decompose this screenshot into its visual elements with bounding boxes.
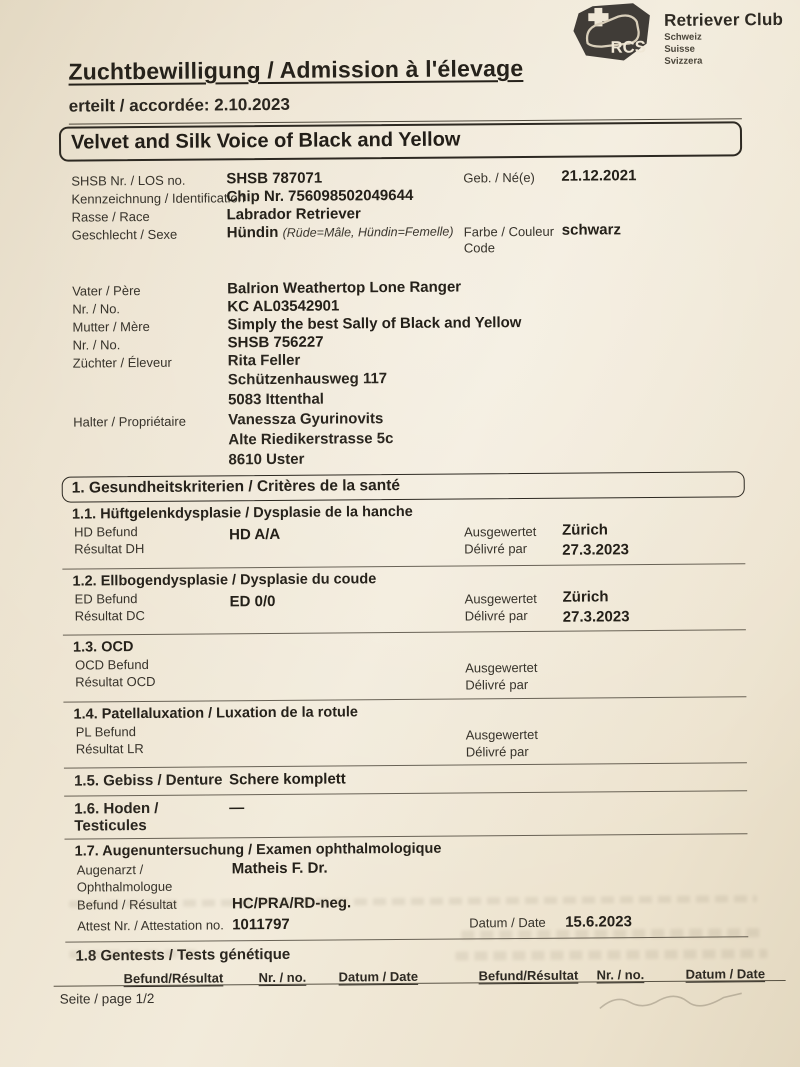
bite-value: Schere komplett [228, 770, 346, 789]
testicles-value: — [229, 798, 245, 817]
eval-labels: Ausgewertet Délivré par [464, 590, 537, 624]
rcs-club-logo-icon [568, 2, 656, 65]
hd-result: HD A/A [229, 526, 281, 544]
field-value: Hündin (Rüde=Mâle, Hündin=Femelle) [226, 223, 454, 242]
eval-values [564, 718, 747, 760]
testicles-heading: 1.6. Hoden / Testicules [74, 799, 159, 835]
col-header: Nr. / no. [596, 967, 645, 983]
subsection-heading: 1.2. Ellbogendysplasie / Dysplasie du coude [72, 570, 377, 590]
subsection-gentests [65, 937, 766, 987]
subsection-ocd [63, 631, 746, 703]
ocd-result [230, 654, 465, 696]
field-label: Rasse / Race [71, 208, 150, 225]
sire-number: KC AL03542901 [227, 296, 340, 315]
sire-name: Balrion Weathertop Lone Ranger [227, 278, 462, 297]
eye-date-label: Datum / Date [469, 914, 546, 931]
result-labels: ED Befund Résultat DC [74, 590, 145, 624]
gentests-heading: 1.8 Gentests / Tests génétique [75, 945, 291, 965]
field-value: Chip Nr. 756098502049644 [226, 186, 414, 206]
logo-abbr: RCS [610, 37, 646, 57]
bleed-through-text [69, 950, 201, 959]
club-lang-it: Svizzera [664, 56, 703, 68]
field-label: Geschlecht / Sexe [71, 226, 178, 243]
field-value: SHSB 787071 [226, 169, 323, 188]
eval-labels: Ausgewertet Délivré par [465, 660, 538, 693]
subsection-heading: 1.4. Patellaluxation / Luxation de la rotule [73, 703, 359, 723]
eye-doctor-value: Matheis F. Dr. [231, 859, 328, 878]
field-label: SHSB Nr. / LOS no. [71, 172, 186, 189]
subsection-eyes [64, 834, 748, 943]
pl-result [231, 720, 466, 762]
color-value: schwarz [561, 221, 621, 239]
ed-result: ED 0/0 [229, 592, 276, 611]
owner-address: Vanessza Gyurinovits Alte Riedikerstrasse 5c 8610 Uster [228, 410, 394, 469]
eval-labels: Ausgewertet Délivré par [465, 726, 539, 760]
field-label: Kennzeichnung / Identification [71, 190, 245, 207]
field-value: Labrador Retriever [226, 205, 361, 224]
eval-values: Zürich 27.3.2023 [562, 588, 630, 626]
result-labels: HD Befund Résultat DH [74, 524, 145, 557]
eye-attest-value: 1011797 [232, 915, 290, 934]
color-label: Farbe / Couleur Code [463, 223, 555, 256]
subsection-ed [62, 564, 746, 636]
col-header: Nr. / no. [258, 969, 307, 986]
birth-label: Geb. / Né(e) [463, 169, 535, 186]
dog-name-box: Velvet and Silk Voice of Black and Yellow [59, 121, 742, 161]
identity-section [71, 165, 744, 471]
eye-doctor-label: Augenarzt / Ophthalmologue [76, 861, 173, 895]
birth-value: 21.12.2021 [561, 167, 637, 185]
subsection-heading: 1.1. Hüftgelenkdysplasie / Dysplasie de la hanche [71, 504, 413, 523]
eye-attest-label: Attest Nr. / Attestation no. [77, 917, 224, 934]
eval-values: Zürich 27.3.2023 [562, 521, 630, 559]
dam-name: Simply the best Sally of Black and Yellow [227, 313, 522, 333]
field-label: Nr. / No. [72, 300, 121, 317]
subsection-patella [63, 697, 746, 769]
bite-heading: 1.5. Gebiss / Denture [73, 771, 223, 790]
bleed-through-signature-icon [596, 985, 746, 1016]
col-header: Befund/Résultat [478, 967, 579, 984]
club-name: Retriever Club [664, 9, 784, 30]
field-label: Nr. / No. [72, 336, 121, 353]
eval-values [563, 652, 746, 694]
health-section-title: 1. Gesundheitskriterien / Critères de la santé [62, 471, 745, 502]
breeder-label: Züchter / Éleveur [72, 354, 172, 371]
club-logo-block [568, 1, 784, 68]
document-title: Zuchtbewilligung / Admission à l'élevage [68, 55, 524, 85]
club-lang-de: Schweiz [664, 31, 702, 43]
owner-label: Halter / Propriétaire [73, 413, 186, 430]
issued-date-line: erteilt / accordée: 2.10.2023 [68, 94, 290, 116]
col-header: Befund/Résultat [123, 970, 224, 987]
col-header: Datum / Date [338, 968, 419, 985]
eye-date-value: 15.6.2023 [565, 913, 632, 931]
sex-note: (Rüde=Mâle, Hündin=Femelle) [282, 224, 454, 240]
result-labels: PL Befund Résultat LR [75, 723, 144, 757]
eye-result-value: HC/PRA/RD-neg. [231, 894, 352, 913]
subsection-hd [62, 497, 746, 569]
subsection-heading: 1.3. OCD [72, 639, 134, 656]
field-label: Mutter / Mère [72, 318, 150, 335]
club-lang-fr: Suisse [664, 43, 695, 56]
subsection-heading: 1.7. Augenuntersuchung / Examen ophthalmologique [74, 840, 442, 860]
eye-result-label: Befund / Résultat [76, 896, 177, 913]
eval-labels: Ausgewertet Délivré par [464, 524, 537, 557]
col-header: Datum / Date [685, 966, 766, 982]
result-labels: OCD Befund Résultat OCD [75, 657, 156, 691]
field-label: Vater / Père [72, 282, 141, 299]
dam-number: SHSB 756227 [227, 333, 324, 351]
page-number: Seite / page 1/2 [59, 990, 155, 1007]
subsection-testicles [64, 791, 747, 839]
breeder-address: Rita Feller Schützenhausweg 117 5083 Ittenthal [227, 351, 388, 409]
